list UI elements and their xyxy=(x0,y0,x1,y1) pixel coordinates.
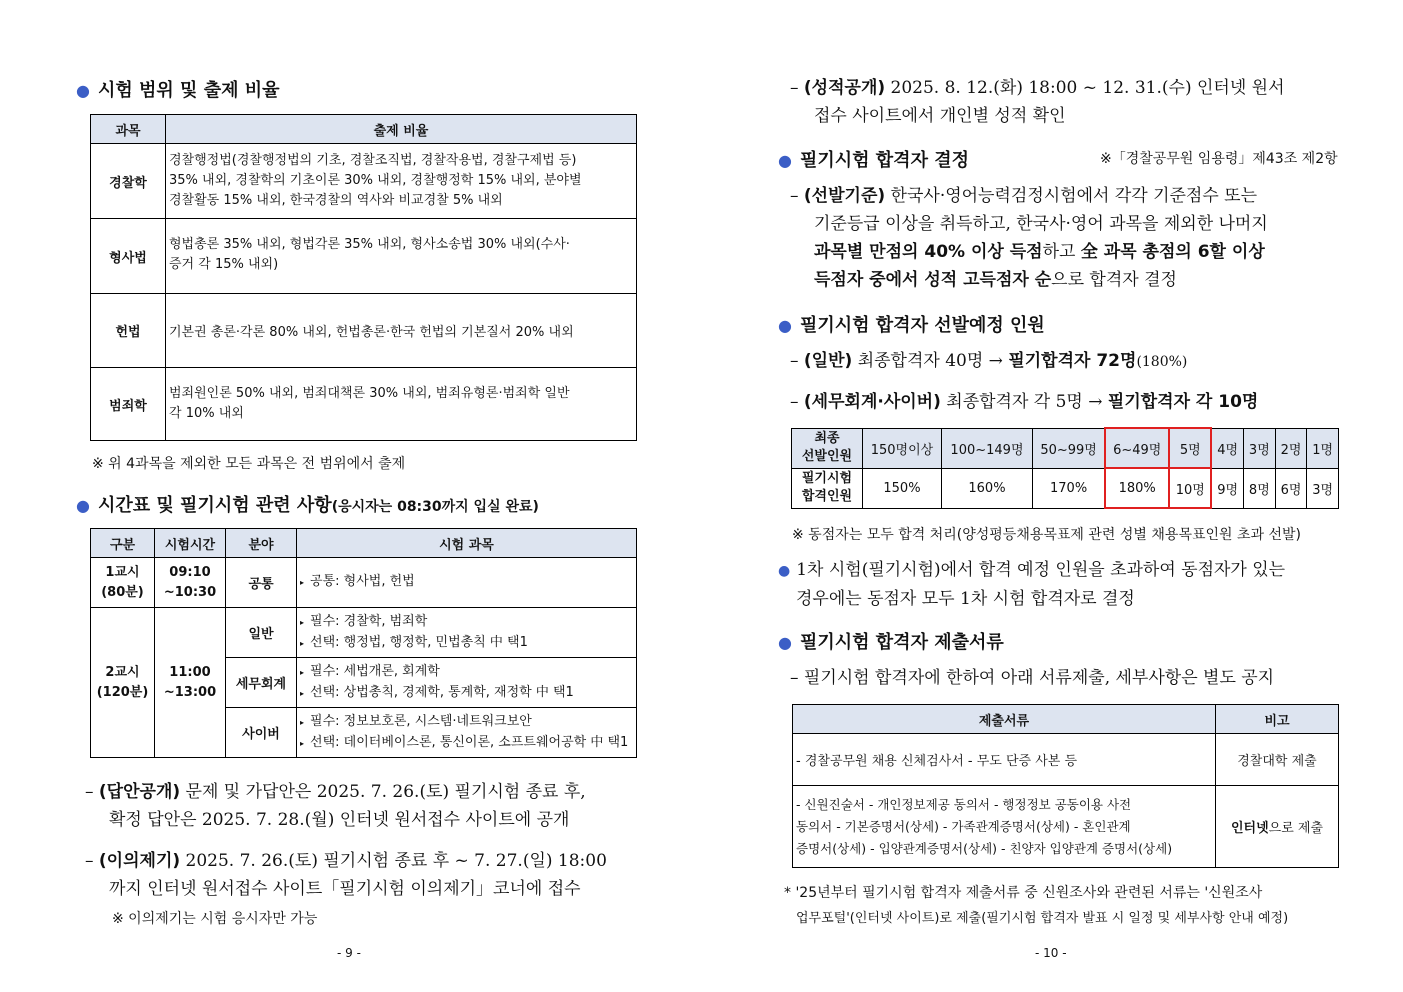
note-objection: ※ 이의제기는 시험 응시자만 가능 xyxy=(112,911,318,927)
subject-text: 선택: 데이터베이스론, 통신이론, 소프트웨어공학 中 택1 xyxy=(310,734,629,750)
row-header xyxy=(792,468,863,508)
subject-item xyxy=(300,733,633,754)
table-row xyxy=(91,144,637,219)
page-number: - 9 - xyxy=(337,946,361,960)
note-scope: ※ 위 4과목을 제외한 모든 과목은 전 범위에서 출제 xyxy=(92,456,406,472)
triangle-icon: ▸ xyxy=(300,738,305,748)
ratio-cell xyxy=(166,368,637,441)
table-cell: 50~99명 xyxy=(1032,428,1105,468)
subject-cell: 형사법 xyxy=(91,219,166,294)
item-bold: 全 과목 총점의 6할 이상 xyxy=(1080,242,1265,262)
subject-item xyxy=(300,633,633,654)
col-documents: 제출서류 xyxy=(793,705,1216,734)
header-line: 필기시험 xyxy=(801,471,853,486)
note-tie: ※ 동점자는 모두 합격 처리(양성평등채용목표제 관련 성별 채용목표인원 초과 선발) xyxy=(792,527,1301,543)
table-cell-highlight: 180% xyxy=(1105,468,1169,508)
item-text: 2025. 8. 12.(화) 18:00 ~ 12. 31.(수) 인터넷 원서 xyxy=(890,78,1285,98)
item-text: (180%) xyxy=(1136,354,1188,370)
section-title: 필기시험 합격자 결정 xyxy=(799,150,969,171)
table-cell: 9명 xyxy=(1211,468,1243,508)
item-label: (이의제기) xyxy=(98,851,181,871)
col-time: 시험시간 xyxy=(155,529,226,558)
selection-criteria: – (선발기준) 한국사·영어능력검정시험에서 각각 기준점수 또는 기준등급 이상을 취득하고, 한국사·영어 과목을 제외한 나머지 과목별 만점의 40% 이상 득점하고 全 과목 총점의 6할 이상 득점자 중에서 성적 고득점자 순으로 합격자 결정 xyxy=(790,186,1268,290)
subject-cell: 헌법 xyxy=(91,294,166,368)
section-selection-count xyxy=(778,311,1045,337)
subject-text: 공통: 형사법, 헌법 xyxy=(310,574,415,589)
field-cell: 일반 xyxy=(226,608,297,658)
bullet-icon: ● xyxy=(778,563,791,579)
header-line: 합격인원 xyxy=(801,489,853,504)
subject-item xyxy=(300,612,633,633)
section-pass-decision xyxy=(778,146,969,172)
item-text: 경우에는 동점자 모두 1차 시험 합격자로 결정 xyxy=(796,589,1135,609)
subjects-cell xyxy=(297,658,637,708)
item-text: 문제 및 가답안은 2025. 7. 26.(토) 필기시험 종료 후, xyxy=(185,782,586,802)
col-remarks: 비고 xyxy=(1216,705,1339,734)
table-cell: 160% xyxy=(941,468,1032,508)
table-row xyxy=(792,468,1339,508)
score-disclosure: – (성적공개) 2025. 8. 12.(화) 18:00 ~ 12. 31.(수) 인터넷 원서 접수 사이트에서 개인별 성적 확인 xyxy=(790,78,1285,126)
documents-table xyxy=(792,704,1339,868)
tie-rule xyxy=(778,556,1285,613)
ratio-line: 기본권 총론·각론 80% 내외, 헌법총론·한국 헌법의 기본질서 20% 내외 xyxy=(169,325,574,340)
table-row xyxy=(91,608,637,658)
table-cell: 150% xyxy=(863,468,942,508)
item-text: 최종합격자 40명 → xyxy=(857,351,1003,371)
table-cell: 4명 xyxy=(1211,428,1243,468)
item-label: (세무회계·사이버) xyxy=(803,392,941,412)
item-text: 기준등급 이상을 취득하고, 한국사·영어 과목을 제외한 나머지 xyxy=(814,214,1268,234)
subject-item xyxy=(300,683,633,704)
section-title: 시험 범위 및 출제 비율 xyxy=(97,80,280,101)
bullet-icon: ● xyxy=(76,496,90,515)
section-exam-scope xyxy=(76,76,280,102)
time-cell xyxy=(155,608,226,758)
legal-reference: ※「경찰공무원 임용령」제43조 제2항 xyxy=(1100,151,1338,167)
triangle-icon: ▸ xyxy=(300,667,305,677)
time-end: ~10:30 xyxy=(163,584,217,600)
subject-item xyxy=(300,662,633,683)
ratio-line: 경찰활동 15% 내외, 한국경찰의 역사와 비교경찰 5% 내외 xyxy=(169,193,503,208)
period-cell xyxy=(91,608,155,758)
triangle-icon: ▸ xyxy=(300,717,305,727)
item-text: 확정 답안은 2025. 7. 28.(월) 인터넷 원서접수 사이트에 공개 xyxy=(109,810,570,830)
item-text: 1차 시험(필기시험)에서 합격 예정 인원을 초과하여 동점자가 있는 xyxy=(796,560,1286,580)
document-line: 동의서 - 기본증명서(상세) - 가족관계증명서(상세) - 혼인관계 xyxy=(796,818,1131,834)
table-cell-highlight: 10명 xyxy=(1169,468,1211,508)
section-title: 필기시험 합격자 선발예정 인원 xyxy=(799,315,1045,336)
item-text: 최종합격자 각 5명 → xyxy=(946,392,1103,412)
triangle-icon: ▸ xyxy=(300,688,305,698)
time-end: ~13:00 xyxy=(163,684,217,700)
ratio-cell xyxy=(166,294,637,368)
subject-cell: 경찰학 xyxy=(91,144,166,219)
documents-cell: - 경찰공무원 채용 신체검사서 - 무도 단증 사본 등 xyxy=(793,734,1216,786)
subjects-cell xyxy=(297,558,637,608)
item-text: 필기시험 합격자에 한하여 아래 서류제출, 세부사항은 별도 공지 xyxy=(803,668,1275,688)
subject-text: 필수: 경찰학, 범죄학 xyxy=(310,613,428,629)
timetable-table xyxy=(90,528,637,758)
period-name: 2교시 xyxy=(105,664,140,680)
item-text: 한국사·영어능력검정시험에서 각각 기준점수 또는 xyxy=(890,186,1258,206)
remarks-cell: 경찰대학 제출 xyxy=(1216,734,1339,786)
subject-cell: 범죄학 xyxy=(91,368,166,441)
section-title: 필기시험 합격자 제출서류 xyxy=(799,632,1004,653)
left-page xyxy=(0,0,700,992)
table-row xyxy=(91,558,637,608)
table-row xyxy=(91,368,637,441)
period-minutes: (80분) xyxy=(101,584,144,600)
header-line: 최종 xyxy=(814,431,840,446)
subject-item xyxy=(300,712,633,733)
footnote-line: * '25년부터 필기시험 합격자 제출서류 중 신원조사와 관련된 서류는 '신원조사 xyxy=(784,885,1263,901)
table-row xyxy=(793,786,1339,868)
col-subject: 과목 xyxy=(91,115,166,144)
item-bold: 과목별 만점의 40% 이상 득점 xyxy=(814,242,1043,262)
period-name: 1교시 xyxy=(105,564,140,580)
ratio-line: 35% 내외, 경찰학의 기초이론 30% 내외, 경찰행정학 15% 내외, 분야별 xyxy=(169,173,582,188)
documents-notice: – 필기시험 합격자에 한하여 아래 서류제출, 세부사항은 별도 공지 xyxy=(790,668,1275,688)
right-page xyxy=(702,0,1403,992)
subjects-cell xyxy=(297,708,637,758)
document-line: 증명서(상세) - 입양관계증명서(상세) - 친양자 입양관계 증명서(상세) xyxy=(796,840,1173,856)
subjects-cell xyxy=(297,608,637,658)
ratio-line: 범죄원인론 50% 내외, 범죄대책론 30% 내외, 범죄유형론·범죄학 일반 xyxy=(169,386,570,401)
ratio-line: 형법총론 35% 내외, 형법각론 35% 내외, 형사소송법 30% 내외(수사· xyxy=(169,237,570,252)
answer-disclosure: – (답안공개) 문제 및 가답안은 2025. 7. 26.(토) 필기시험 종료 후, 확정 답안은 2025. 7. 28.(월) 인터넷 원서접수 사이트에 공개 xyxy=(85,782,586,830)
table-cell: 1명 xyxy=(1307,428,1339,468)
bullet-icon: ● xyxy=(778,151,792,170)
table-cell: 3명 xyxy=(1307,468,1339,508)
ratio-line: 경찰행정법(경찰행정법의 기초, 경찰조직법, 경찰작용법, 경찰구제법 등) xyxy=(169,153,577,168)
item-text: 접수 사이트에서 개인별 성적 확인 xyxy=(814,106,1066,126)
row-header xyxy=(792,428,863,468)
tax-cyber-count: – (세무회계·사이버) 최종합격자 각 5명 → 필기합격자 각 10명 xyxy=(790,392,1259,412)
triangle-icon: ▸ xyxy=(300,638,305,648)
table-cell: 6명 xyxy=(1275,468,1307,508)
footnote xyxy=(784,880,1288,932)
table-row xyxy=(91,294,637,368)
footnote-line: 업무포털'(인터넷 사이트)로 제출(필기시험 합격자 발표 시 일정 및 세부사항 안내 예정) xyxy=(796,911,1289,926)
ratio-cell xyxy=(166,219,637,294)
triangle-icon: ▸ xyxy=(300,578,305,587)
bullet-icon: ● xyxy=(778,633,792,652)
col-field: 분야 xyxy=(226,529,297,558)
field-cell: 세무회계 xyxy=(226,658,297,708)
item-label: (일반) xyxy=(803,351,853,371)
table-cell: 150명이상 xyxy=(863,428,942,468)
time-cell xyxy=(155,558,226,608)
col-period: 구분 xyxy=(91,529,155,558)
table-cell: 2명 xyxy=(1275,428,1307,468)
table-row xyxy=(792,428,1339,468)
item-text: 으로 합격자 결정 xyxy=(1051,270,1177,290)
section-title: 시간표 및 필기시험 관련 사항 xyxy=(97,495,332,516)
item-text: 2025. 7. 26.(토) 필기시험 종료 후 ~ 7. 27.(일) 18:00 xyxy=(185,851,607,871)
table-cell: 100~149명 xyxy=(941,428,1032,468)
item-label: (선발기준) xyxy=(803,186,886,206)
subject-item xyxy=(300,572,633,593)
table-cell: 8명 xyxy=(1244,468,1276,508)
remarks-cell xyxy=(1216,786,1339,868)
item-text: 하고 xyxy=(1042,242,1076,262)
page-number: - 10 - xyxy=(1035,946,1067,960)
exam-scope-table xyxy=(90,114,637,441)
period-cell xyxy=(91,558,155,608)
item-label: (성적공개) xyxy=(803,78,886,98)
header-line: 선발인원 xyxy=(801,449,853,464)
period-minutes: (120분) xyxy=(96,684,149,700)
col-ratio: 출제 비율 xyxy=(166,115,637,144)
objection: – (이의제기) 2025. 7. 26.(토) 필기시험 종료 후 ~ 7. 27.(일) 18:00 까지 인터넷 원서접수 사이트「필기시험 이의제기」코너에 접수 xyxy=(85,851,607,899)
table-row xyxy=(91,219,637,294)
bullet-icon: ● xyxy=(778,316,792,335)
subject-text: 필수: 정보보호론, 시스템·네트워크보안 xyxy=(310,713,532,729)
section-subtitle: (응시자는 08:30까지 입실 완료) xyxy=(331,499,539,515)
item-label: (답안공개) xyxy=(98,782,181,802)
item-bold: 필기합격자 72명 xyxy=(1008,351,1137,371)
documents-cell xyxy=(793,786,1216,868)
item-text: 까지 인터넷 원서접수 사이트「필기시험 이의제기」코너에 접수 xyxy=(109,879,581,899)
bullet-icon: ● xyxy=(76,81,90,100)
col-subjects: 시험 과목 xyxy=(297,529,637,558)
field-cell: 공통 xyxy=(226,558,297,608)
table-cell: 3명 xyxy=(1244,428,1276,468)
ratio-line: 증거 각 15% 내외) xyxy=(169,257,279,272)
time-start: 11:00 xyxy=(169,664,211,680)
section-timetable xyxy=(76,491,539,517)
triangle-icon: ▸ xyxy=(300,617,305,627)
item-bold: 득점자 중에서 성적 고득점자 순 xyxy=(814,270,1052,290)
subject-text: 선택: 행정법, 행정학, 민법총칙 中 택1 xyxy=(310,634,528,650)
table-row xyxy=(793,734,1339,786)
ratio-cell xyxy=(166,144,637,219)
subject-text: 선택: 상법총칙, 경제학, 통계학, 재정학 中 택1 xyxy=(310,684,574,700)
document-line: - 신원진술서 - 개인정보제공 동의서 - 행정정보 공동이용 사전 xyxy=(796,796,1132,812)
table-cell-highlight: 6~49명 xyxy=(1105,428,1169,468)
table-cell: 170% xyxy=(1032,468,1105,508)
time-start: 09:10 xyxy=(169,564,211,580)
general-count: – (일반) 최종합격자 40명 → 필기합격자 72명(180%) xyxy=(790,351,1188,371)
field-cell: 사이버 xyxy=(226,708,297,758)
ratio-line: 각 10% 내외 xyxy=(169,406,244,421)
subject-text: 필수: 세법개론, 회계학 xyxy=(310,663,440,679)
remarks-text: 으로 제출 xyxy=(1268,821,1324,836)
remarks-bold: 인터넷 xyxy=(1230,821,1269,836)
selection-ratio-table xyxy=(791,427,1339,509)
table-cell-highlight: 5명 xyxy=(1169,428,1211,468)
section-documents xyxy=(778,628,1004,654)
item-bold: 필기합격자 각 10명 xyxy=(1107,392,1259,412)
